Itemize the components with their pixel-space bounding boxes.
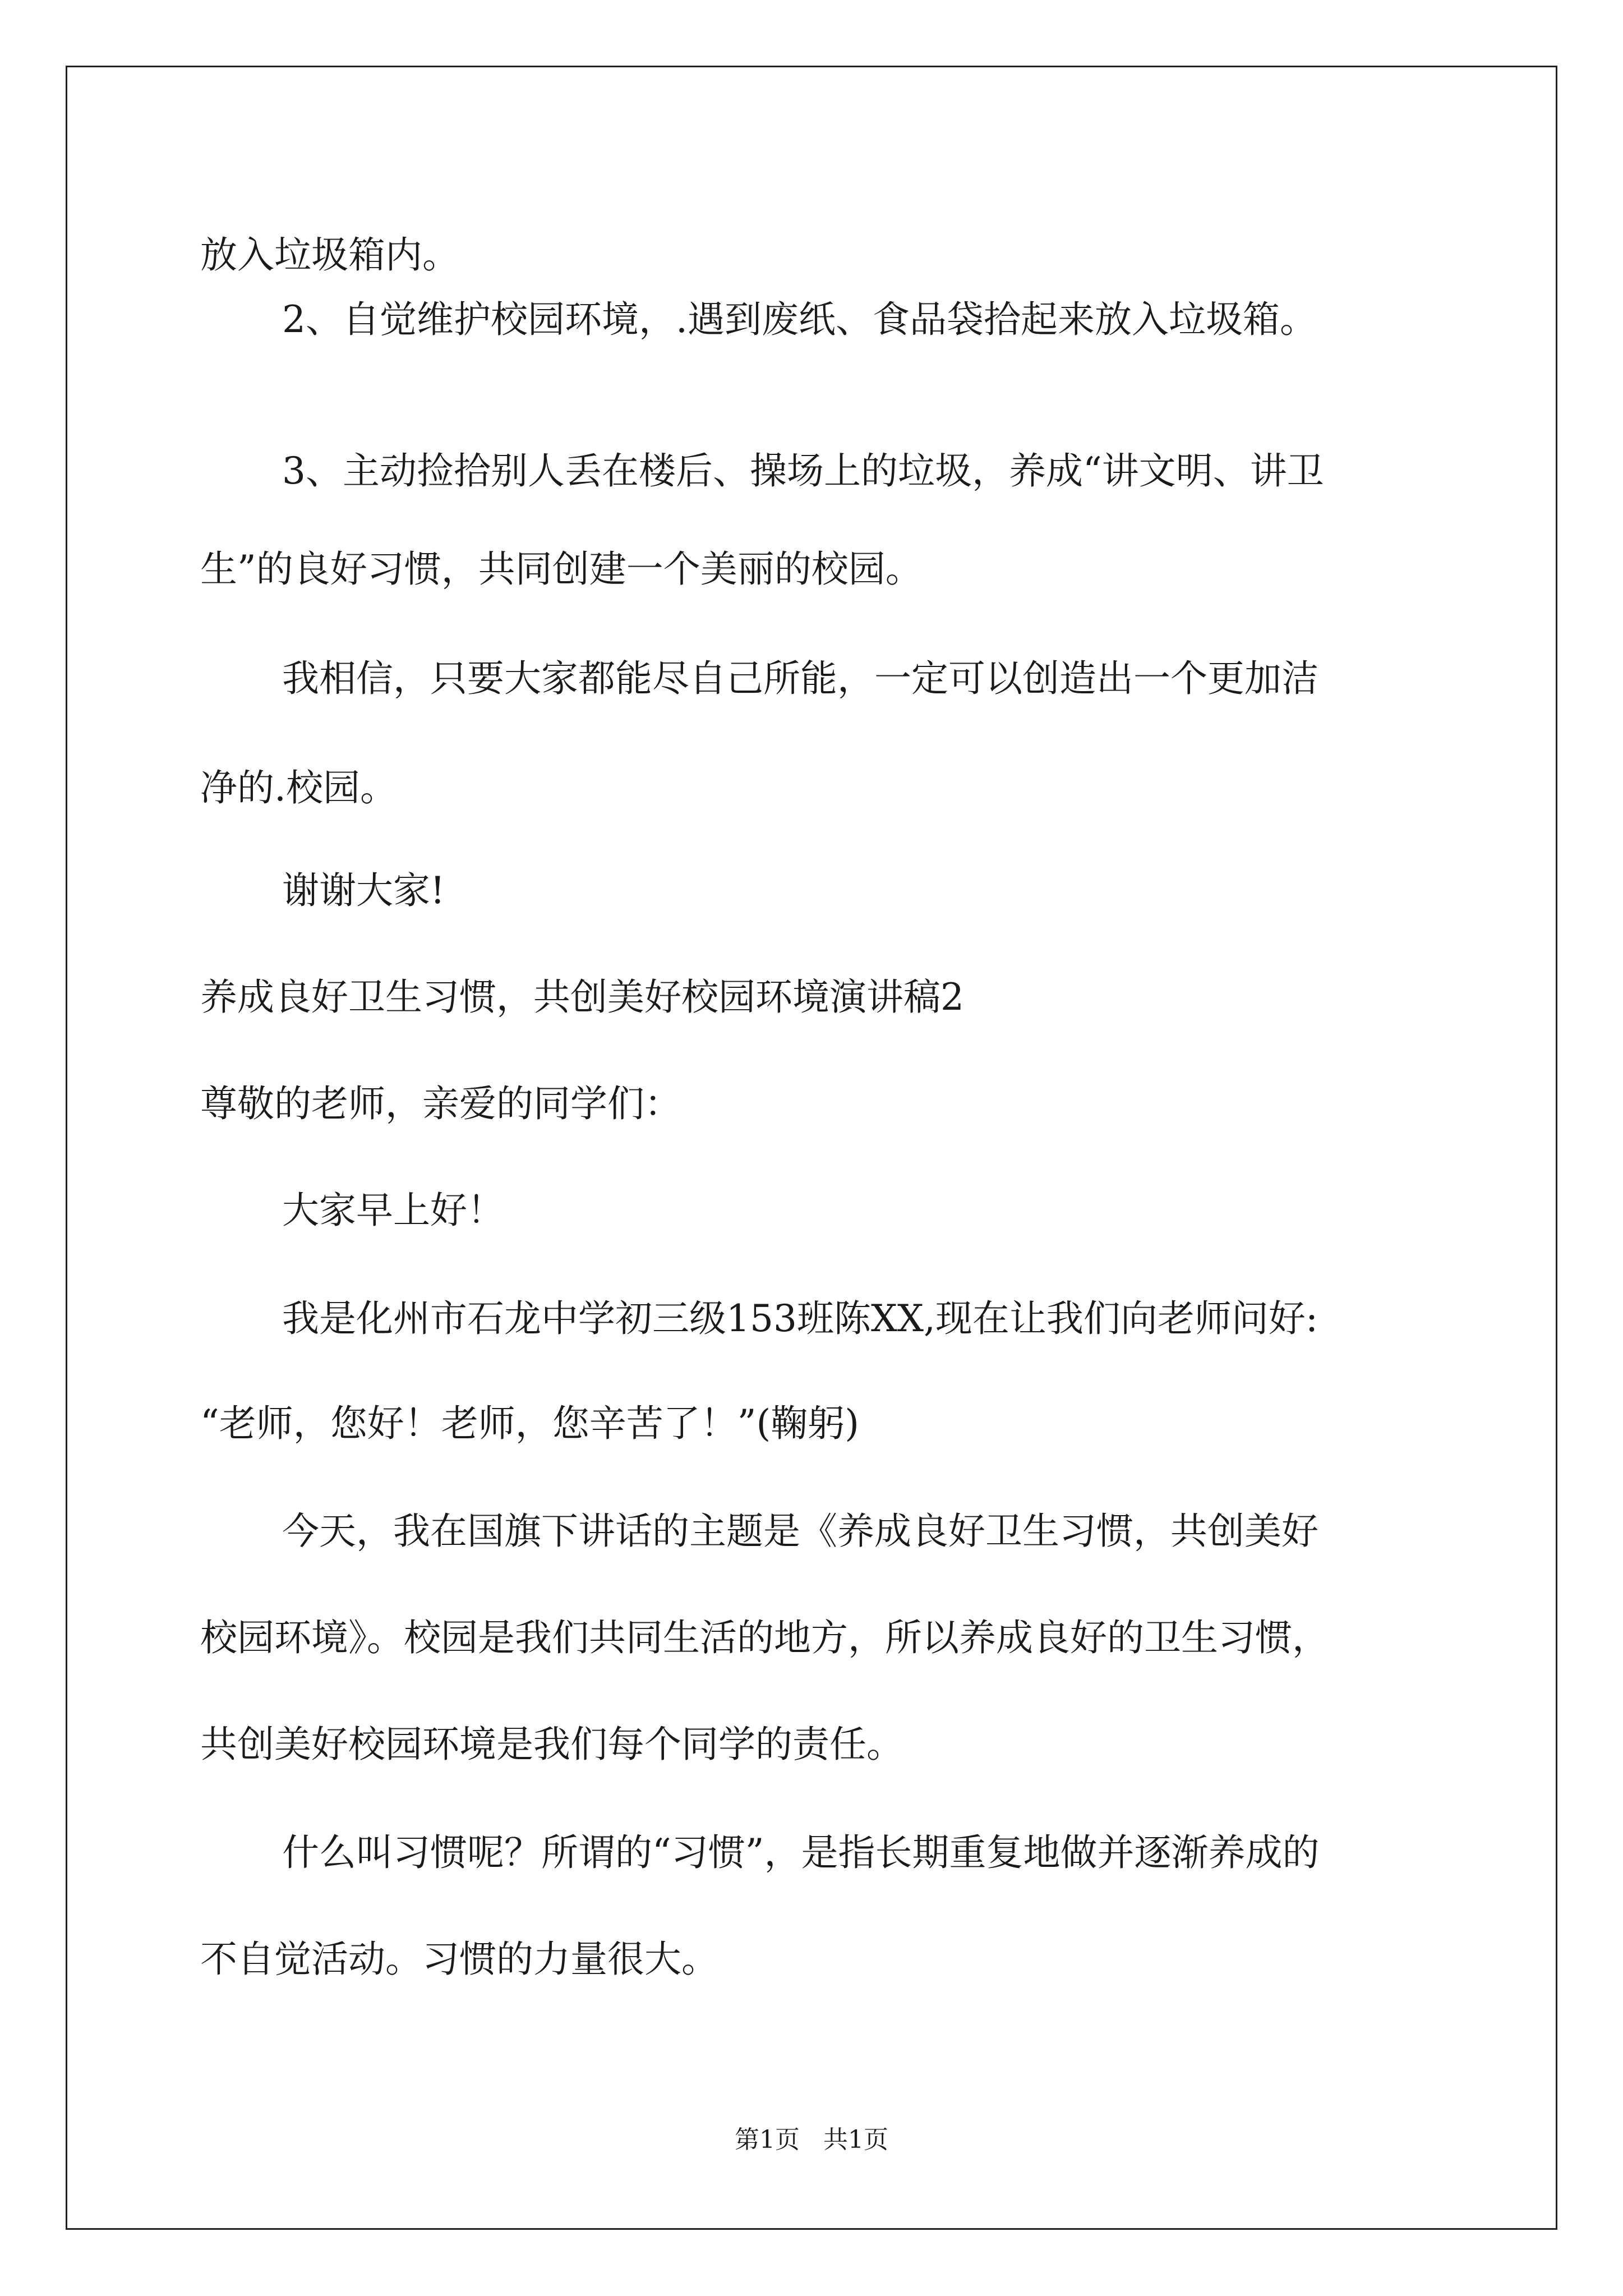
text-line: 校园环境》。校园是我们共同生活的地方，所以养成良好的卫生习惯， xyxy=(200,1616,1329,1659)
text-line: 谢谢大家! xyxy=(282,869,445,912)
text-line: 不自觉活动。习惯的力量很大。 xyxy=(200,1938,718,1981)
text-line: 共创美好校园环境是我们每个同学的责任。 xyxy=(200,1723,903,1766)
text-line: 2、自觉维护校园环境，.遇到废纸、食品袋拾起来放入垃圾箱。 xyxy=(282,298,1317,341)
text-line: 什么叫习惯呢？所谓的“习惯”，是指长期重复地做并逐渐养成的 xyxy=(282,1831,1320,1874)
text-line: “老师，您好！老师，您辛苦了！”(鞠躬) xyxy=(200,1402,859,1445)
text-line: 3、主动捡拾别人丢在楼后、操场上的垃圾，养成“讲文明、讲卫 xyxy=(282,449,1324,493)
page-border xyxy=(66,66,1557,2230)
text-line: 净的.校园。 xyxy=(200,766,397,809)
text-line: 生”的良好习惯，共同创建一个美丽的校园。 xyxy=(200,547,923,591)
text-line: 我相信，只要大家都能尽自己所能，一定可以创造出一个更加洁 xyxy=(282,657,1318,700)
text-line: 放入垃圾箱内。 xyxy=(200,233,459,277)
text-line: 尊敬的老师，亲爱的同学们： xyxy=(200,1082,681,1125)
text-line: 今天，我在国旗下讲话的主题是《养成良好卫生习惯，共创美好 xyxy=(282,1510,1318,1553)
text-line: 大家早上好！ xyxy=(282,1189,504,1232)
section-heading: 养成良好卫生习惯，共创美好校园环境演讲稿2 xyxy=(200,976,964,1019)
text-line: 我是化州市石龙中学初三级153班陈XX,现在让我们向老师问好: xyxy=(282,1297,1318,1340)
page-number-footer: 第1页 共1页 xyxy=(735,2125,888,2154)
